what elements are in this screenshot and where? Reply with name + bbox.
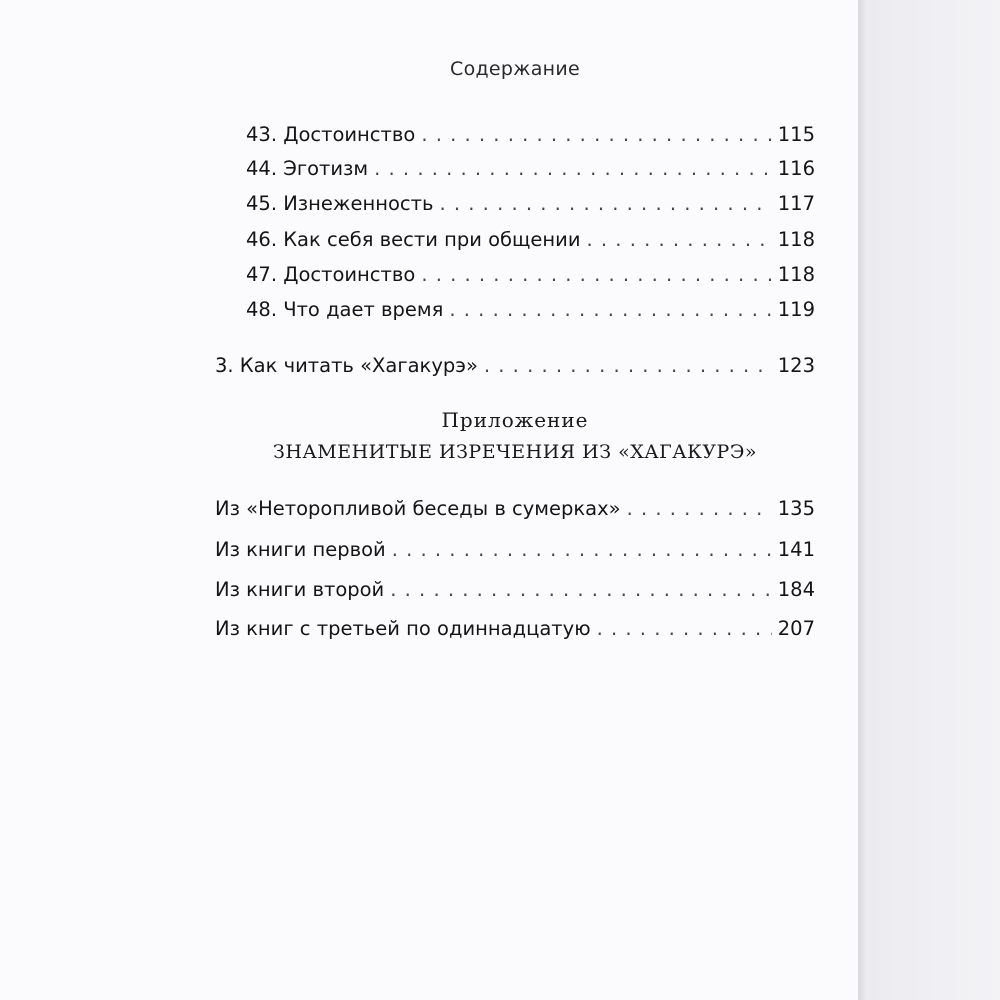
- dot-leader: [392, 536, 772, 564]
- toc-entry-label: 3. Как читать «Хагакурэ»: [215, 354, 478, 377]
- toc-entry-label: 45. Изнеженность: [246, 192, 434, 215]
- toc-entry-page: 141: [777, 538, 815, 561]
- page-edge: [858, 0, 1000, 1000]
- toc-entry-page: 123: [777, 354, 815, 377]
- dot-leader: [449, 296, 771, 324]
- toc-entry: [246, 226, 815, 254]
- toc-entry: [246, 261, 815, 289]
- toc-entry-label: 44. Эготизм: [246, 157, 369, 180]
- toc-entry-page: 115: [777, 123, 815, 146]
- toc-entry-label: 43. Достоинство: [246, 123, 416, 146]
- toc-entry-page: 184: [777, 578, 815, 601]
- running-head: Содержание: [450, 58, 580, 80]
- toc-entry: [246, 121, 815, 149]
- toc-entry-page: 118: [777, 263, 815, 286]
- dot-leader: [421, 121, 771, 149]
- toc-entry-page: 119: [777, 298, 815, 321]
- toc-entry-page: 207: [777, 617, 815, 640]
- dot-leader: [374, 155, 772, 183]
- dot-leader: [439, 190, 771, 218]
- toc-entry: [246, 296, 815, 324]
- toc-entry-label: Из книги второй: [215, 578, 385, 601]
- toc-entry-label: Из книги первой: [215, 538, 386, 561]
- toc-entry-label: 46. Как себя вести при общении: [246, 228, 581, 251]
- toc-entry-page: 135: [777, 497, 815, 520]
- dot-leader: [587, 226, 772, 254]
- toc-entry-label: 47. Достоинство: [246, 263, 416, 286]
- toc-appendix-entry: [215, 615, 815, 643]
- dot-leader: [627, 495, 772, 523]
- toc-entry-label: Из книг с третьей по одиннадцатую: [215, 617, 591, 640]
- dot-leader: [484, 352, 772, 380]
- toc-entry-page: 118: [777, 228, 815, 251]
- dot-leader: [421, 261, 771, 289]
- toc-entry: [246, 155, 815, 183]
- toc-entry-page: 117: [777, 192, 815, 215]
- appendix-subtitle: ЗНАМЕНИТЫЕ ИЗРЕЧЕНИЯ ИЗ «ХАГАКУРЭ»: [272, 441, 757, 463]
- toc-entry-label: 48. Что дает время: [246, 298, 444, 321]
- toc-entry-label: Из «Неторопливой беседы в сумерках»: [215, 497, 621, 520]
- toc-appendix-entry: [215, 576, 815, 604]
- toc-entry: [246, 190, 815, 218]
- dot-leader: [390, 576, 772, 604]
- toc-chapter-entry: [215, 352, 815, 380]
- toc-appendix-entry: [215, 495, 815, 523]
- dot-leader: [597, 615, 772, 643]
- toc-appendix-entry: [215, 536, 815, 564]
- appendix-title: Приложение: [441, 408, 589, 432]
- toc-entry-page: 116: [777, 157, 815, 180]
